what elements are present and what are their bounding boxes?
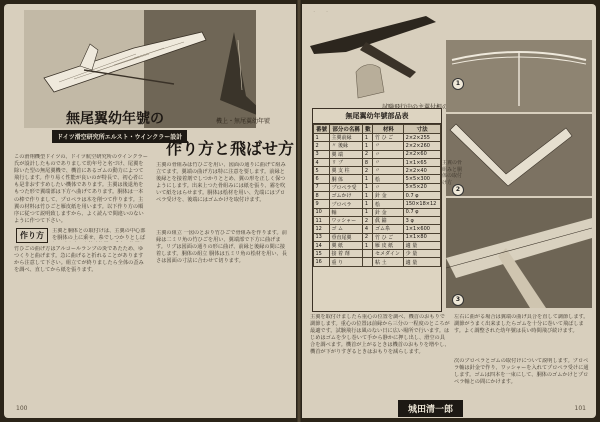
- parts-table-cell: 〃: [373, 150, 404, 158]
- section-heading: 作り方: [16, 228, 48, 243]
- parts-table-box: [312, 108, 442, 312]
- parts-table-cell: 7: [314, 183, 330, 191]
- parts-table-row: [314, 216, 441, 224]
- parts-table-cell: 桧: [373, 200, 404, 208]
- parts-table-cell: 接 着 剤: [329, 250, 362, 258]
- parts-table-header: 部分の名稱: [329, 125, 362, 134]
- parts-table-cell: 2: [363, 233, 373, 241]
- parts-table-cell: 1×1×65: [404, 158, 441, 166]
- parts-table-cell: 9: [314, 200, 330, 208]
- parts-table-cell: 2×2×60: [404, 150, 441, 158]
- parts-table: [313, 124, 441, 267]
- parts-table-cell: ゴ ム: [329, 225, 362, 233]
- parts-table-cell: 主翼前縁: [329, 134, 362, 142]
- parts-table-cell: 適 量: [404, 241, 441, 249]
- parts-table-cell: 竹 ひ ご: [373, 134, 404, 142]
- parts-table-cell: 5×5×300: [404, 175, 441, 183]
- parts-table-cell: 1: [363, 142, 373, 150]
- title-line-1: 無尾翼幼年號の: [66, 111, 164, 127]
- parts-table-cell: [363, 258, 373, 266]
- parts-table-cell: 4: [363, 225, 373, 233]
- parts-table-cell: 2: [363, 150, 373, 158]
- parts-table-cell: 2: [363, 167, 373, 175]
- parts-table-cell: 1: [363, 192, 373, 200]
- parts-table-cell: 竹 ひ ご: [373, 233, 404, 241]
- parts-table-title: 無尾翼幼年號部品表: [313, 109, 441, 124]
- parts-table-cell: 5: [314, 167, 330, 175]
- parts-table-body: [314, 134, 441, 267]
- parts-table-cell: 13: [314, 233, 330, 241]
- parts-table-row: [314, 208, 441, 216]
- parts-table-cell: 〃: [373, 158, 404, 166]
- parts-table-cell: 8: [314, 192, 330, 200]
- parts-table-cell: 2: [363, 216, 373, 224]
- parts-table-cell: 1×1×80: [404, 233, 441, 241]
- parts-table-cell: 1×1×600: [404, 225, 441, 233]
- right-page-number: 101: [574, 405, 586, 412]
- parts-table-cell: 3 φ: [404, 216, 441, 224]
- parts-table-header: 數: [363, 125, 373, 134]
- right-body-text-3: 次のプロペラとゴムの取付けについて説明します。プロペラ軸は針金で作り、ワッシャーを入れてプロペラ受けに通します。ゴムは四本を一束にして、胴体のゴムかけとプロペラ軸との間にかけます。: [454, 358, 589, 386]
- parts-table-cell: 2×2×40: [404, 167, 441, 175]
- parts-table-header: 材料: [373, 125, 404, 134]
- body-text-bottom: 主翼の組立 一図のとおり竹ひごで骨組みを作ります。前縁は二ミリ角の竹ひごを用い、翼端部で下方に曲げます。リブは図面の通りの形に曲げ、前縁と後縁の間に接着します。胴体の組立 胴体は五ミリ角の桧材を用い、長さは図面の寸法に合わせて切ります。: [156, 230, 287, 265]
- author-name: 城田清一郎: [398, 400, 463, 417]
- parts-table-cell: 1: [363, 241, 373, 249]
- photo-caption: 機上・無尾翼幼年號: [216, 118, 271, 125]
- parts-table-cell: ワッシャー: [329, 216, 362, 224]
- parts-table-cell: リ ブ: [329, 158, 362, 166]
- parts-table-cell: 1: [363, 175, 373, 183]
- right-body-text-1: 主翼を取付けましたら重心の位置を調べ、機首のおもりで調節します。重心の位置は前縁から三分の一程度のところが最適です。試験飛行は風のない日に広い場所で行います。はじめはゴムを少し巻いて手から静かに押し出し、滑空の具合を調べます。機首が上がるときは機首のおもりを増やし、機首が下がりすぎるときはおもりを減らします。: [310, 314, 450, 356]
- parts-table-row: [314, 158, 441, 166]
- parts-table-cell: 眞 鍮: [373, 216, 404, 224]
- parts-table-cell: 重 り: [329, 258, 362, 266]
- parts-table-cell: ゴムかけ: [329, 192, 362, 200]
- parts-table-row: [314, 250, 441, 258]
- parts-table-cell: プロペラ受: [329, 183, 362, 191]
- parts-table-row: [314, 150, 441, 158]
- parts-table-cell: 0.7 φ: [404, 208, 441, 216]
- wing-frame-photo-2: [446, 114, 592, 196]
- parts-table-row: [314, 167, 441, 175]
- title-line-2: 作り方と飛ばせ方: [166, 139, 295, 158]
- glider-closeup-icon: [446, 198, 592, 308]
- parts-table-cell: 3: [314, 150, 330, 158]
- parts-table-cell: 適 量: [404, 258, 441, 266]
- parts-table-cell: 16: [314, 258, 330, 266]
- parts-table-cell: 8: [363, 158, 373, 166]
- body-text-col2: 主翼の骨組みは竹ひごを用い、図面の通りに曲げて組み立てます。翼端の曲げ方は特に注意を要します。前縁と後縁とを接着剤でしつかりととめ、翼の形を正しく保つようにします。出来上つた骨組みには紙を張り、霧を吹いて紙をはらせます。胴体は桧材を用い、先端にはプロペラ受けを、後端にはゴムかけを取付けます。: [156, 162, 286, 204]
- parts-table-cell: 1: [363, 134, 373, 142]
- right-page: [302, 4, 596, 418]
- parts-table-cell: 1: [363, 183, 373, 191]
- parts-table-cell: 5×5×20: [404, 183, 441, 191]
- parts-table-cell: 1: [314, 134, 330, 142]
- parts-table-cell: 1: [363, 200, 373, 208]
- photo-number-3: 3: [452, 294, 464, 306]
- parts-table-cell: 垂直尾翼: [329, 233, 362, 241]
- parts-table-cell: 1: [363, 208, 373, 216]
- wing-v-icon: [446, 114, 592, 196]
- parts-table-cell: 針 金: [373, 192, 404, 200]
- parts-table-row: [314, 225, 441, 233]
- body-text-col3: 竹ひごの曲げ方はアルコールランプの炎であたため、ゆつくりと曲げます。急に曲げると折れることがありますから注意して下さい。組立てが終りましたら全体の歪みを調べ、直してから紙を張ります。: [14, 246, 144, 274]
- parts-table-cell: 雁 皮 紙: [373, 241, 404, 249]
- parts-table-cell: 150×18×12: [404, 200, 441, 208]
- parts-table-cell: 15: [314, 250, 330, 258]
- parts-table-cell: 10: [314, 208, 330, 216]
- parts-table-cell: 2×2×260: [404, 142, 441, 150]
- photo-number-1: 1: [452, 78, 464, 90]
- parts-table-cell: 11: [314, 216, 330, 224]
- parts-table-row: [314, 134, 441, 142]
- left-page-number: 100: [16, 405, 28, 412]
- parts-table-cell: 少 量: [404, 250, 441, 258]
- parts-table-cell: 〃: [373, 167, 404, 175]
- parts-table-row: [314, 233, 441, 241]
- parts-table-cell: 針 金: [373, 208, 404, 216]
- left-page: [4, 4, 296, 418]
- parts-table-cell: 0.7 φ: [404, 192, 441, 200]
- hand-launch-photo: [306, 12, 444, 108]
- parts-table-cell: 粘 土: [373, 258, 404, 266]
- right-body-text-2: 左右に曲がる場合は翼端の曲げ具合を直して調節します。調節がうまく出来ましたらゴムを十分に巻いて飛ばします。よく調整された幼年號は長い時間飛び続けます。: [454, 314, 589, 335]
- parts-table-header: 寸法: [404, 125, 441, 134]
- parts-table-cell: 翼 端: [329, 150, 362, 158]
- hand-glider-icon: [306, 12, 444, 108]
- parts-table-cell: 軸: [329, 208, 362, 216]
- parts-table-row: [314, 200, 441, 208]
- parts-table-cell: 14: [314, 241, 330, 249]
- side-caption: 主翼の骨組みと胴体の取付け方: [442, 160, 462, 186]
- wing-frame-icon: [446, 40, 592, 112]
- parts-table-cell: 翼 紙: [329, 241, 362, 249]
- wing-frame-photo-1: [446, 40, 592, 112]
- parts-table-cell: 2: [314, 142, 330, 150]
- parts-table-cell: 2×2×255: [404, 134, 441, 142]
- parts-table-row: [314, 192, 441, 200]
- parts-table-cell: 12: [314, 225, 330, 233]
- glider-closeup-photo: [446, 198, 592, 308]
- photo-number-2: 2: [452, 184, 464, 196]
- parts-table-row: [314, 258, 441, 266]
- parts-table-cell: 〃: [373, 142, 404, 150]
- parts-table-row: [314, 142, 441, 150]
- parts-table-cell: ゴム糸: [373, 225, 404, 233]
- subtitle-tag: ドイツ滑空研究所エルスト・ウインクラー設計: [52, 130, 187, 143]
- parts-table-cell: 4: [314, 158, 330, 166]
- body-text-col1: この滑翔機型ドイツの、ドイツ航空研究所のウインクラー氏が設計したものでありまして幼年号と名づけ、尾翼を除いた型の無尾翼機で、機首にあるゴムの動力によつて飛行します。作り易く性能が良いのが特長で、初心者にも是非おすすめしたい機体であります。主翼は後退角をもつた形で翼端部は下方へ曲げてあります。胴体は一本の棒で作りまして、プロペラは木を削つて作ります。主翼の材料は竹ひごと雁皮紙を用います。以下作り方の順序に従つて説明致しますから、よく読んで間違いのないように作つて下さい。: [14, 154, 148, 224]
- parts-table-cell: 胴 体: [329, 175, 362, 183]
- parts-table-cell: 6: [314, 175, 330, 183]
- body-text-col3-intro: 主翼と胴体との取付けは、主翼の中心部を胴体の上に乗せ、糸でしつかりとしば: [52, 228, 146, 242]
- parts-table-cell: [363, 250, 373, 258]
- parts-table-header: 番號: [314, 125, 330, 134]
- parts-table-header-row: [314, 125, 441, 134]
- parts-table-cell: 〃 後縁: [329, 142, 362, 150]
- parts-table-cell: 翼 支 柱: [329, 167, 362, 175]
- parts-table-row: [314, 175, 441, 183]
- parts-table-cell: プロペラ: [329, 200, 362, 208]
- parts-table-cell: セメダイン: [373, 250, 404, 258]
- parts-table-cell: 〃: [373, 183, 404, 191]
- parts-table-row: [314, 241, 441, 249]
- parts-table-cell: 桧: [373, 175, 404, 183]
- parts-table-row: [314, 183, 441, 191]
